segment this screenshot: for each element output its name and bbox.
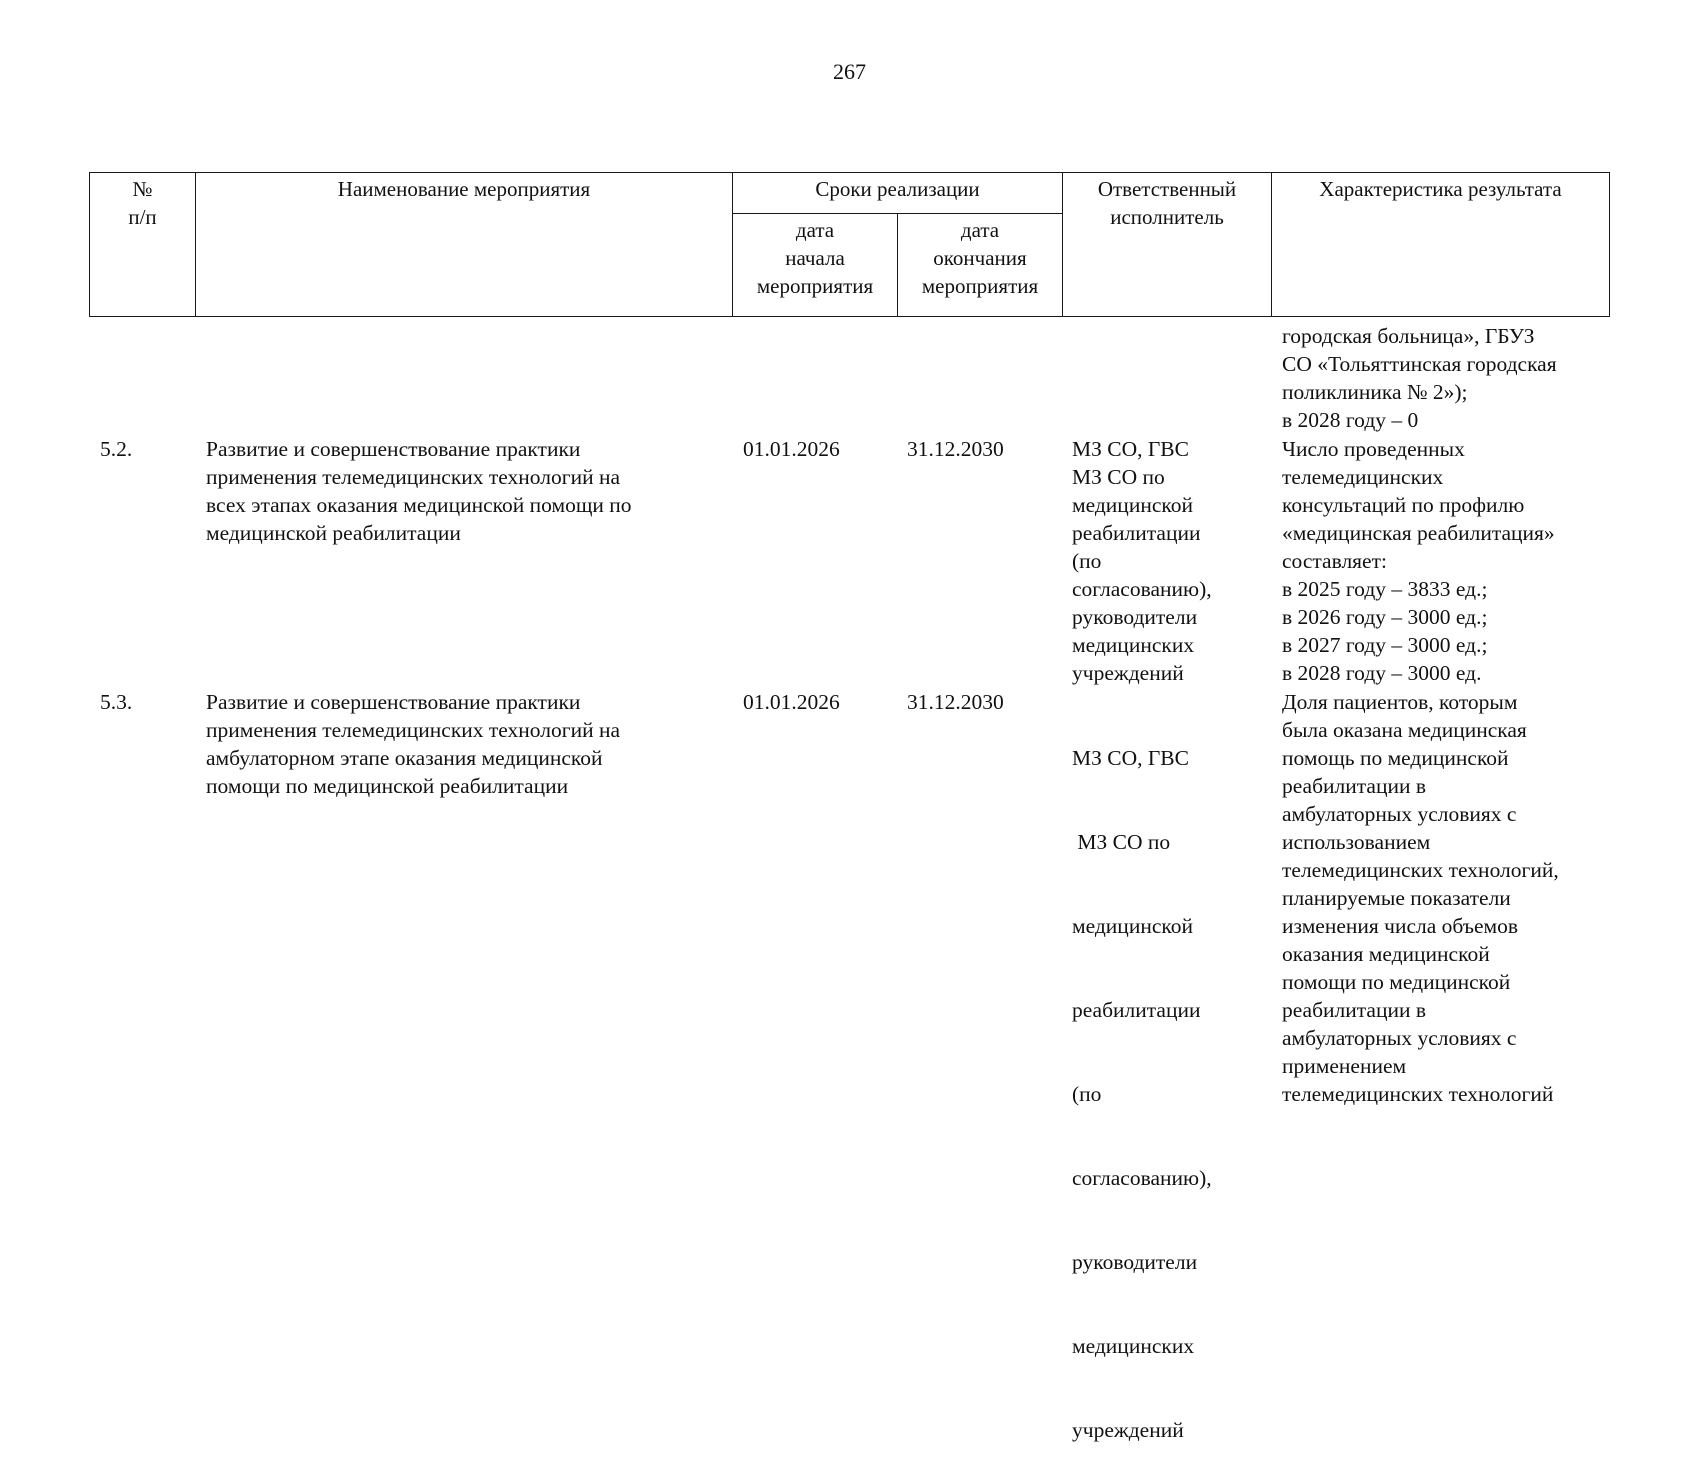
- page-number: 267: [833, 59, 866, 84]
- row-responsible-line: руководители: [1072, 605, 1198, 629]
- row-result-line: использованием: [1282, 830, 1431, 854]
- header-responsible: [1063, 173, 1272, 317]
- continuation-line: СО «Тольяттинская городская: [1282, 352, 1557, 376]
- row-name-line: медицинской реабилитации: [206, 521, 461, 545]
- row-responsible-line: согласованию),: [1072, 577, 1212, 601]
- header-end-line: мероприятия: [921, 274, 1039, 298]
- row-name-line: применения телемедицинских технологий на: [206, 465, 621, 489]
- row-responsible-line: медицинских: [1072, 1334, 1195, 1358]
- row-responsible-line: (по: [1072, 549, 1102, 573]
- row-responsible-line: МЗ СО по: [1072, 830, 1171, 854]
- row-result-line: реабилитации в: [1282, 774, 1427, 798]
- row-name-line: применения телемедицинских технологий на: [206, 718, 621, 742]
- row-responsible: [1072, 688, 1212, 1472]
- header-number-line: №: [132, 177, 153, 201]
- row-responsible-line: согласованию),: [1072, 1166, 1212, 1190]
- header-start-line: дата: [795, 218, 835, 242]
- header-name: Наименование мероприятия: [196, 173, 733, 317]
- row-responsible-line: МЗ СО, ГВС: [1072, 746, 1189, 770]
- continuation-line: городская больница», ГБУЗ: [1282, 324, 1535, 348]
- row-responsible-line: медицинских: [1072, 633, 1195, 657]
- row-name-line: всех этапах оказания медицинской помощи по: [206, 493, 632, 517]
- row-result-line: помощи по медицинской: [1282, 970, 1511, 994]
- row-responsible-line: медицинской: [1072, 914, 1193, 938]
- row-name-line: амбулаторном этапе оказания медицинской: [206, 746, 603, 770]
- row-result-line: телемедицинских технологий: [1282, 1082, 1554, 1106]
- row-responsible-line: (по: [1072, 1082, 1102, 1106]
- row-name: [206, 688, 620, 800]
- header-responsible-line: Ответственный: [1097, 177, 1237, 201]
- row-number: 5.3.: [100, 690, 133, 714]
- row-responsible-line: учреждений: [1072, 1418, 1184, 1442]
- row-result-line: в 2025 году – 3833 ед.;: [1282, 577, 1488, 601]
- header-number: [90, 173, 196, 317]
- row-result-line: в 2026 году – 3000 ед.;: [1282, 605, 1488, 629]
- table-header: [89, 172, 1610, 317]
- row-result-line: амбулаторных условиях с: [1282, 1026, 1517, 1050]
- header-number-line: п/п: [128, 205, 157, 229]
- row-result-line: была оказана медицинская: [1282, 718, 1527, 742]
- header-responsible-line: исполнитель: [1110, 205, 1224, 229]
- row-result-line: применением: [1282, 1054, 1407, 1078]
- row-result-line: помощь по медицинской: [1282, 746, 1509, 770]
- row-start-date: 01.01.2026: [743, 690, 840, 714]
- row-responsible-line: МЗ СО, ГВС: [1072, 437, 1189, 461]
- row-start-date: 01.01.2026: [743, 437, 840, 461]
- row-responsible-line: МЗ СО по: [1072, 465, 1165, 489]
- header-end-line: дата: [960, 218, 1000, 242]
- row-result-line: в 2028 году – 3000 ед.: [1282, 661, 1482, 685]
- row-result-line: оказания медицинской: [1282, 942, 1490, 966]
- row-result-line: реабилитации в: [1282, 998, 1427, 1022]
- row-result-line: планируемые показатели: [1282, 886, 1511, 910]
- row-result: [1282, 688, 1559, 1108]
- row-responsible-line: учреждений: [1072, 661, 1184, 685]
- row-name-line: Развитие и совершенствование практики: [206, 437, 581, 461]
- row-result-line: в 2027 году – 3000 ед.;: [1282, 633, 1488, 657]
- row-result-line: амбулаторных условиях с: [1282, 802, 1517, 826]
- row-name: [206, 435, 632, 547]
- row-result-line: Число проведенных: [1282, 437, 1465, 461]
- row-responsible-line: реабилитации: [1072, 521, 1201, 545]
- continuation-line: в 2028 году – 0: [1282, 408, 1419, 432]
- row-result: [1282, 435, 1555, 687]
- row-name-line: Развитие и совершенствование практики: [206, 690, 581, 714]
- row-result-line: «медицинская реабилитация»: [1282, 521, 1555, 545]
- row-result-line: консультаций по профилю: [1282, 493, 1525, 517]
- row-result-line: Доля пациентов, которым: [1282, 690, 1518, 714]
- row-end-date: 31.12.2030: [907, 437, 1004, 461]
- continuation-result: [1282, 322, 1557, 434]
- row-result-line: телемедицинских: [1282, 465, 1444, 489]
- header-period: Сроки реализации: [733, 173, 1063, 214]
- header-start-line: мероприятия: [756, 274, 874, 298]
- row-number: 5.2.: [100, 437, 133, 461]
- row-responsible-line: реабилитации: [1072, 998, 1201, 1022]
- header-result: Характеристика результата: [1272, 173, 1610, 317]
- row-end-date: 31.12.2030: [907, 690, 1004, 714]
- header-end-line: окончания: [933, 246, 1027, 270]
- row-responsible: [1072, 435, 1212, 687]
- row-result-line: изменения числа объемов: [1282, 914, 1518, 938]
- header-end-date: [898, 214, 1063, 317]
- row-responsible-line: медицинской: [1072, 493, 1193, 517]
- header-start-line: начала: [785, 246, 845, 270]
- header-start-date: [733, 214, 898, 317]
- row-result-line: составляет:: [1282, 549, 1387, 573]
- row-responsible-line: руководители: [1072, 1250, 1198, 1274]
- row-name-line: помощи по медицинской реабилитации: [206, 774, 569, 798]
- continuation-line: поликлиника № 2»);: [1282, 380, 1468, 404]
- row-result-line: телемедицинских технологий,: [1282, 858, 1559, 882]
